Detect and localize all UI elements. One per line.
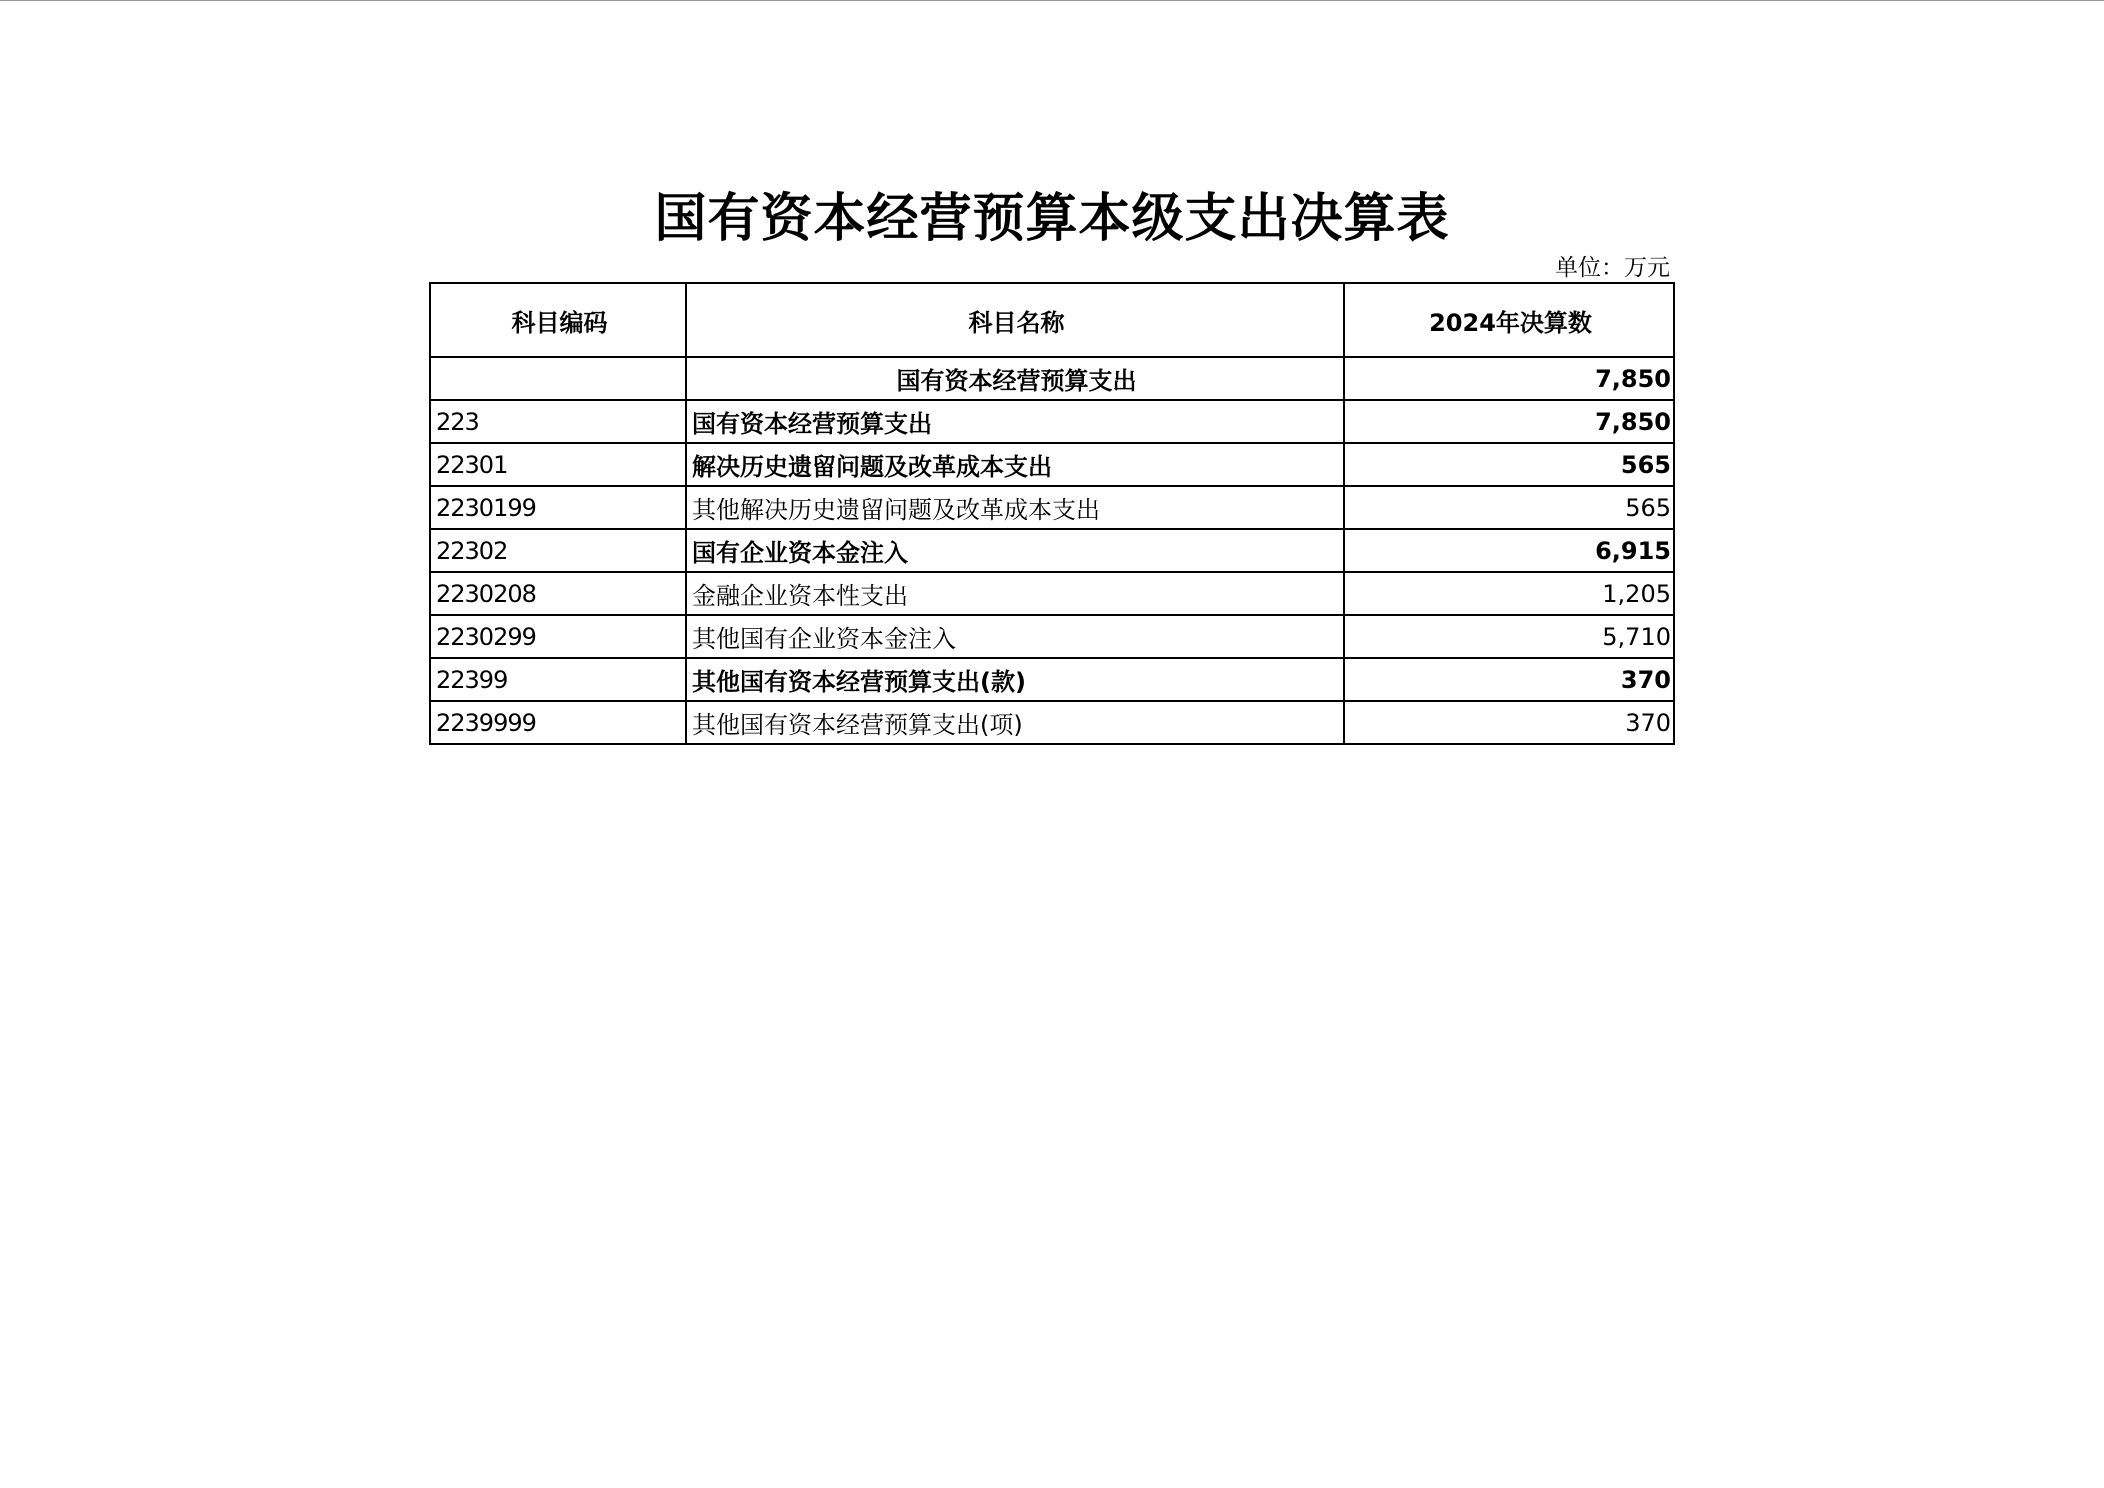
row-name: 国有资本经营预算支出 (686, 357, 1344, 400)
row-amount: 7,850 (1344, 400, 1674, 443)
row-code (430, 357, 686, 400)
unit-note: 单位：万元 (1555, 255, 1670, 281)
row-name: 金融企业资本性支出 (686, 572, 1344, 615)
row-amount: 6,915 (1344, 529, 1674, 572)
row-code: 22399 (430, 658, 686, 701)
row-code: 2230208 (430, 572, 686, 615)
row-amount: 1,205 (1344, 572, 1674, 615)
row-code: 2239999 (430, 701, 686, 744)
row-amount: 565 (1344, 486, 1674, 529)
table-row (430, 486, 1674, 529)
row-code: 2230299 (430, 615, 686, 658)
row-code: 2230199 (430, 486, 686, 529)
table-body (430, 357, 1674, 744)
budget-table (429, 282, 1675, 745)
row-name: 解决历史遗留问题及改革成本支出 (686, 443, 1344, 486)
row-amount: 370 (1344, 658, 1674, 701)
row-name: 其他国有资本经营预算支出(项) (686, 701, 1344, 744)
row-name: 其他解决历史遗留问题及改革成本支出 (686, 486, 1344, 529)
table-row (430, 572, 1674, 615)
row-name: 其他国有企业资本金注入 (686, 615, 1344, 658)
table-row (430, 357, 1674, 400)
table-row (430, 443, 1674, 486)
table-row (430, 400, 1674, 443)
table-row (430, 701, 1674, 744)
row-code: 223 (430, 400, 686, 443)
document-title: 国有资本经营预算本级支出决算表 (654, 189, 1450, 249)
row-amount: 565 (1344, 443, 1674, 486)
table-row (430, 658, 1674, 701)
header-amount: 2024年决算数 (1344, 283, 1674, 357)
row-name: 国有企业资本金注入 (686, 529, 1344, 572)
row-name: 其他国有资本经营预算支出(款) (686, 658, 1344, 701)
row-code: 22302 (430, 529, 686, 572)
table-row (430, 615, 1674, 658)
table-row (430, 529, 1674, 572)
row-amount: 5,710 (1344, 615, 1674, 658)
row-name: 国有资本经营预算支出 (686, 400, 1344, 443)
row-code: 22301 (430, 443, 686, 486)
header-name: 科目名称 (686, 283, 1344, 357)
page-top-border (0, 0, 2104, 1)
row-amount: 370 (1344, 701, 1674, 744)
row-amount: 7,850 (1344, 357, 1674, 400)
header-code: 科目编码 (430, 283, 686, 357)
table-header (430, 283, 1674, 357)
header-row (430, 283, 1674, 357)
